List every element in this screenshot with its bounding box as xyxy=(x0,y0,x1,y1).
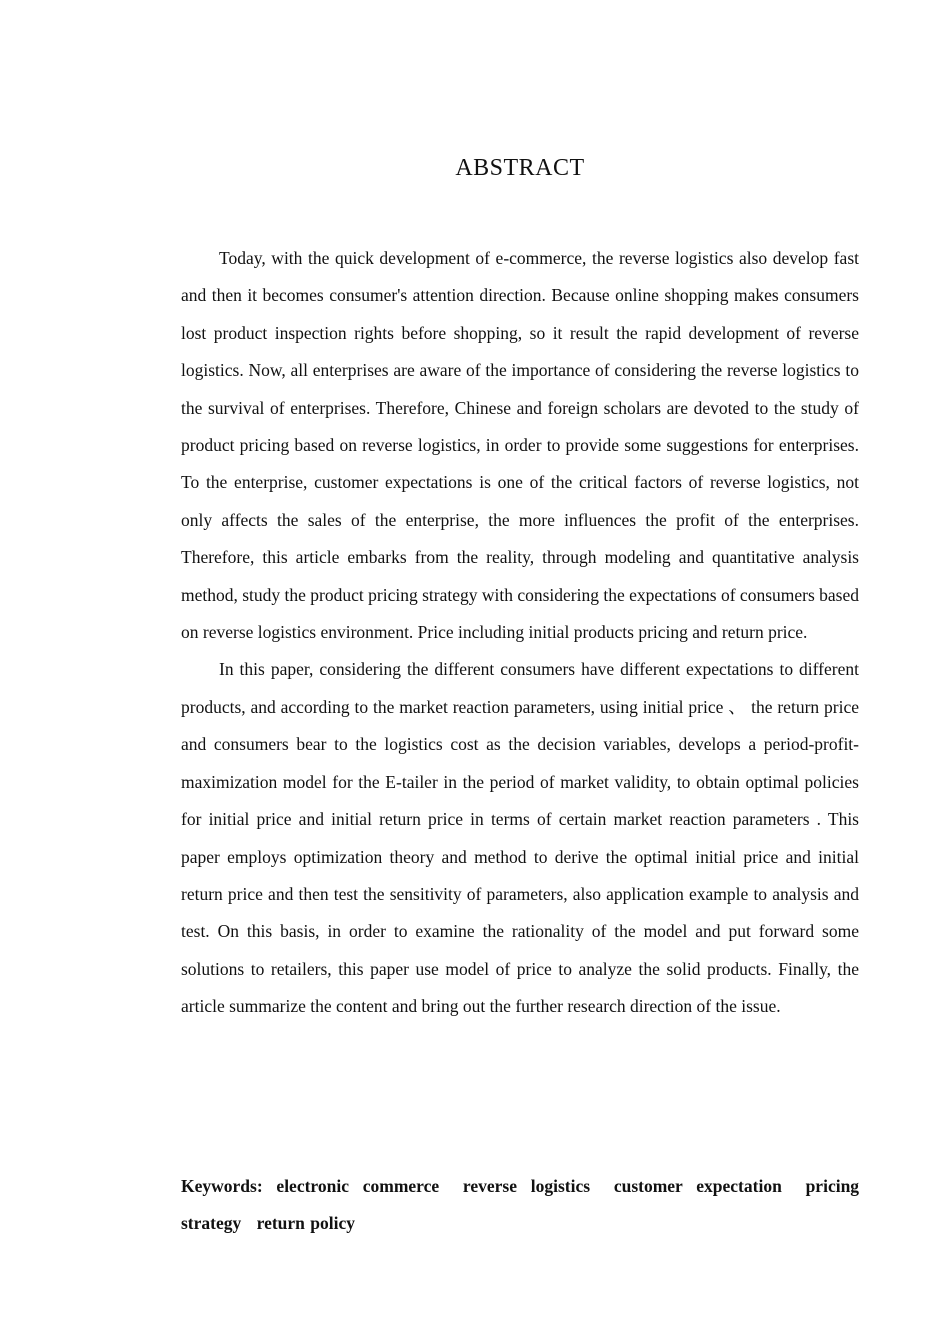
keyword-item: customer expectation xyxy=(613,1176,782,1196)
keyword-item: reverse logistics xyxy=(462,1176,591,1196)
abstract-body xyxy=(181,240,859,1026)
keyword-item: return policy xyxy=(256,1213,356,1234)
keywords-label: Keywords: xyxy=(181,1176,263,1196)
abstract-paragraph-2: In this paper, considering the different consumers have different expectations to different products, and according to the market reaction parameters, using initial price 、 the return price and consumers bear to the logistics cost as the decision variables, develops a period-profit-maximization model for the E-tailer in the period of market validity, to obtain optimal policies for initial price and initial return price in terms of certain market reaction parameters . This paper employs optimization theory and method to derive the optimal initial price and initial return price and then test the sensitivity of parameters, also application example to analysis and test. On this basis, in order to examine the rationality of the model and put forward some solutions to retailers, this paper use model of price to analyze the solid products. Finally, the article summarize the content and bring out the further research direction of the issue. xyxy=(181,659,859,1017)
keyword-item: electronic commerce xyxy=(276,1176,440,1196)
keywords-line xyxy=(181,1168,859,1243)
keyword-item: pricing strategy xyxy=(181,1176,860,1234)
abstract-paragraph-1: Today, with the quick development of e-commerce, the reverse logistics also develop fast and then it becomes consumer's attention direction. Because online shopping makes consumers lost product inspection rights before shopping, so it result the rapid development of reverse logistics. Now, all enterprises are aware of the importance of considering the reverse logistics to the survival of enterprises. Therefore, Chinese and foreign scholars are devoted to the study of product pricing based on reverse logistics, in order to provide some suggestions for enterprises. To the enterprise, customer expectations is one of the critical factors of reverse logistics, not only affects the sales of the enterprise, the more influences the profit of the enterprises. Therefore, this article embarks from the reality, through modeling and quantitative analysis method, study the product pricing strategy with considering the expectations of consumers based on reverse logistics environment. Price including initial products pricing and return price. xyxy=(181,248,859,643)
abstract-title: ABSTRACT xyxy=(455,155,585,181)
